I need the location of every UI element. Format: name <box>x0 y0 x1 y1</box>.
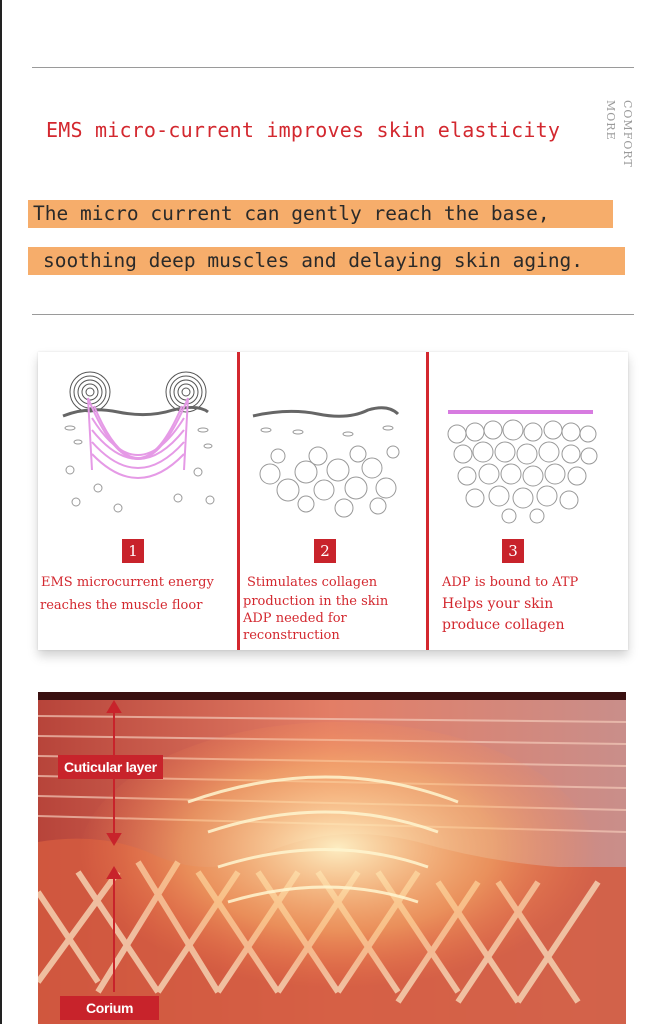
step-2-line-1: Stimulates collagen <box>247 575 378 590</box>
page-title: EMS micro-current improves skin elasticity <box>46 118 561 142</box>
step-divider-1 <box>237 352 240 650</box>
step-3-line-1: ADP is bound to ATP <box>442 575 579 590</box>
muscle-illustration <box>58 370 218 520</box>
top-divider <box>32 67 634 68</box>
step-3-line-3: produce collagen <box>442 617 565 633</box>
atp-illustration <box>443 404 603 524</box>
left-border <box>0 0 2 1024</box>
step-number-1: 1 <box>122 539 144 563</box>
step-2-line-2: production in the skin <box>243 594 389 609</box>
step-number-2: 2 <box>314 539 336 563</box>
step-1-line-2: reaches the muscle floor <box>40 598 203 613</box>
step-divider-2 <box>426 352 429 650</box>
cuticular-layer-label: Cuticular layer <box>58 755 163 779</box>
step-1-line-1: EMS microcurrent energy <box>41 575 214 590</box>
vertical-text-more: MORE <box>604 100 617 141</box>
step-3-line-2: Helps your skin <box>442 596 554 612</box>
skin-layers-image <box>38 692 626 1024</box>
step-2-line-3: ADP needed for <box>243 611 347 626</box>
collagen-illustration <box>248 392 408 522</box>
step-2-line-4: reconstruction <box>243 628 340 643</box>
middle-divider <box>32 314 634 315</box>
vertical-text-comfort: COMFORT <box>621 100 634 168</box>
step-number-3: 3 <box>502 539 524 563</box>
steps-card <box>38 352 628 650</box>
highlight-line-1: The micro current can gently reach the base, <box>28 200 613 228</box>
highlight-line-2: soothing deep muscles and delaying skin aging. <box>28 247 625 275</box>
corium-label: Corium <box>60 996 159 1020</box>
